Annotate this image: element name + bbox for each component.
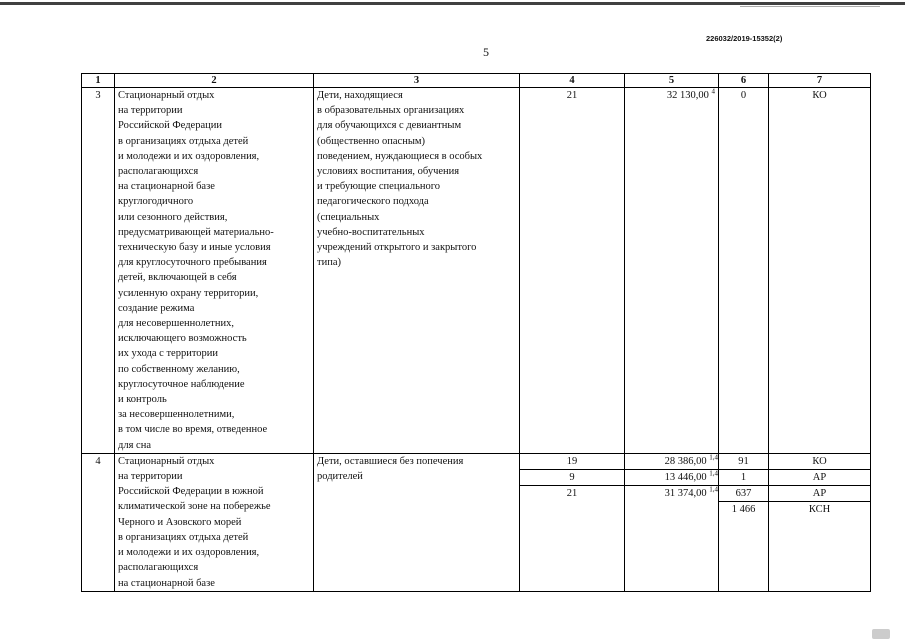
column-header: 1 <box>82 74 115 88</box>
text-line: (общественно опасным) <box>317 135 426 147</box>
category-code-cell: КО <box>769 88 871 454</box>
cost-value: 31 374,00 <box>664 487 707 499</box>
cost-subtable-cell <box>625 453 719 591</box>
text-line: для обучающихся с девиантным <box>317 120 462 132</box>
cost-entry <box>625 485 718 501</box>
category-code: АР <box>769 469 870 485</box>
category-code: КО <box>769 454 870 470</box>
text-line: в организациях отдыха детей <box>118 135 249 147</box>
footnote-ref: 1,4 <box>709 453 718 462</box>
text-line: на территории <box>118 105 183 117</box>
service-description <box>115 88 314 454</box>
scan-edge-line <box>0 2 905 5</box>
text-line: для сна <box>118 439 151 451</box>
quantity-value: 19 <box>520 454 624 470</box>
table-row <box>82 88 871 454</box>
text-line: Российской Федерации <box>118 120 222 132</box>
column-header: 6 <box>719 74 769 88</box>
category-code: КСН <box>808 503 831 515</box>
category-code-subtable-cell <box>769 453 871 591</box>
text-line: Дети, оставшиеся без попечения <box>317 455 464 467</box>
category-code: АР <box>769 485 870 501</box>
table-header-row <box>82 74 871 88</box>
scan-edge-line-faint <box>740 6 880 7</box>
recipient-category <box>314 453 520 591</box>
text-lines <box>118 88 310 453</box>
quantity-subtable <box>520 454 624 501</box>
cost-subtable <box>625 454 718 501</box>
text-lines <box>317 454 516 484</box>
text-line: родителей <box>317 471 363 483</box>
text-line: учреждений открытого и закрытого <box>317 242 477 254</box>
text-line: детей, включающей в себя <box>118 272 237 284</box>
document-id: 226032/2019-15352(2) <box>706 34 783 43</box>
text-line: педагогического подхода <box>317 196 429 208</box>
text-line: в организациях отдыха детей <box>118 531 249 543</box>
count-value: 91 <box>719 454 768 470</box>
text-line: располагающихся <box>118 166 199 178</box>
quantity-value: 21 <box>566 487 578 499</box>
text-line: круглогодичного <box>118 196 194 208</box>
text-line: на стационарной базе <box>118 577 215 589</box>
text-line: (специальных <box>317 211 380 223</box>
quantity-cell: 21 <box>520 88 625 454</box>
text-line: и молодежи и их оздоровления, <box>118 547 260 559</box>
text-line: поведением, нуждающиеся в особых <box>317 150 483 162</box>
column-header: 5 <box>625 74 719 88</box>
text-line: Дети, находящиеся <box>317 90 403 101</box>
text-line: для несовершеннолетних, <box>118 318 234 330</box>
cost-entry <box>625 469 718 485</box>
text-line: климатической зоне на побережье <box>118 501 271 513</box>
text-line: типа) <box>317 257 341 269</box>
table-row <box>82 453 871 591</box>
count-value: 637 <box>719 485 768 501</box>
text-line: по собственному желанию, <box>118 363 240 375</box>
text-line: усиленную охрану территории, <box>118 287 259 299</box>
column-header: 3 <box>314 74 520 88</box>
text-lines <box>118 454 310 591</box>
text-line: и контроль <box>118 394 167 406</box>
quantity-value: 9 <box>520 469 624 485</box>
service-description <box>115 453 314 591</box>
cost-value: 13 446,00 <box>664 471 707 483</box>
text-line: за несовершеннолетними, <box>118 409 235 421</box>
cost-cell <box>625 88 719 454</box>
column-header: 4 <box>520 74 625 88</box>
row-number: 3 <box>82 88 115 454</box>
row-number: 4 <box>82 453 115 591</box>
text-line: круглосуточное наблюдение <box>118 378 245 390</box>
category-code-subtable <box>769 454 870 517</box>
text-line: на стационарной базе <box>118 181 215 193</box>
text-line: Стационарный отдых <box>118 455 215 467</box>
page-number: 5 <box>483 45 489 59</box>
text-line: и требующие специального <box>317 181 441 193</box>
column-header: 7 <box>769 74 871 88</box>
scan-corner-mark <box>872 629 890 639</box>
quantity-subtable-cell <box>520 453 625 591</box>
count-cell: 0 <box>719 88 769 454</box>
text-line: в образовательных организациях <box>317 105 465 117</box>
services-table <box>81 73 871 592</box>
footnote-ref: 4 <box>711 87 715 96</box>
text-line: для круглосуточного пребывания <box>118 257 267 269</box>
text-line: или сезонного действия, <box>118 211 228 223</box>
text-line: Стационарный отдых <box>118 90 215 101</box>
text-line: учебно-воспитательных <box>317 226 425 238</box>
count-value: 1 466 <box>731 503 756 515</box>
text-line: на территории <box>118 471 183 483</box>
text-line: и молодежи и их оздоровления, <box>118 150 260 162</box>
text-line: их ухода с территории <box>118 348 219 360</box>
text-line: Черного и Азовского морей <box>118 516 242 528</box>
cost-value: 28 386,00 <box>664 455 707 467</box>
count-subtable-cell <box>719 453 769 591</box>
text-line: условиях воспитания, обучения <box>317 166 460 178</box>
count-subtable <box>719 454 768 517</box>
text-lines <box>317 88 516 270</box>
cost-value: 32 130,00 <box>666 90 709 101</box>
text-line: техническую базу и иные условия <box>118 242 271 254</box>
footnote-ref: 1,4 <box>709 485 718 494</box>
text-line: в том числе во время, отведенное <box>118 424 268 436</box>
text-line: предусматривающей материально- <box>118 226 274 238</box>
column-header: 2 <box>115 74 314 88</box>
footnote-ref: 1,4 <box>709 469 718 478</box>
text-line: исключающего возможность <box>118 333 247 345</box>
text-line: располагающихся <box>118 562 199 574</box>
cost-entry <box>625 454 718 470</box>
text-line: Российской Федерации в южной <box>118 486 264 498</box>
count-value: 1 <box>719 469 768 485</box>
recipient-category <box>314 88 520 454</box>
text-line: создание режима <box>118 302 195 314</box>
